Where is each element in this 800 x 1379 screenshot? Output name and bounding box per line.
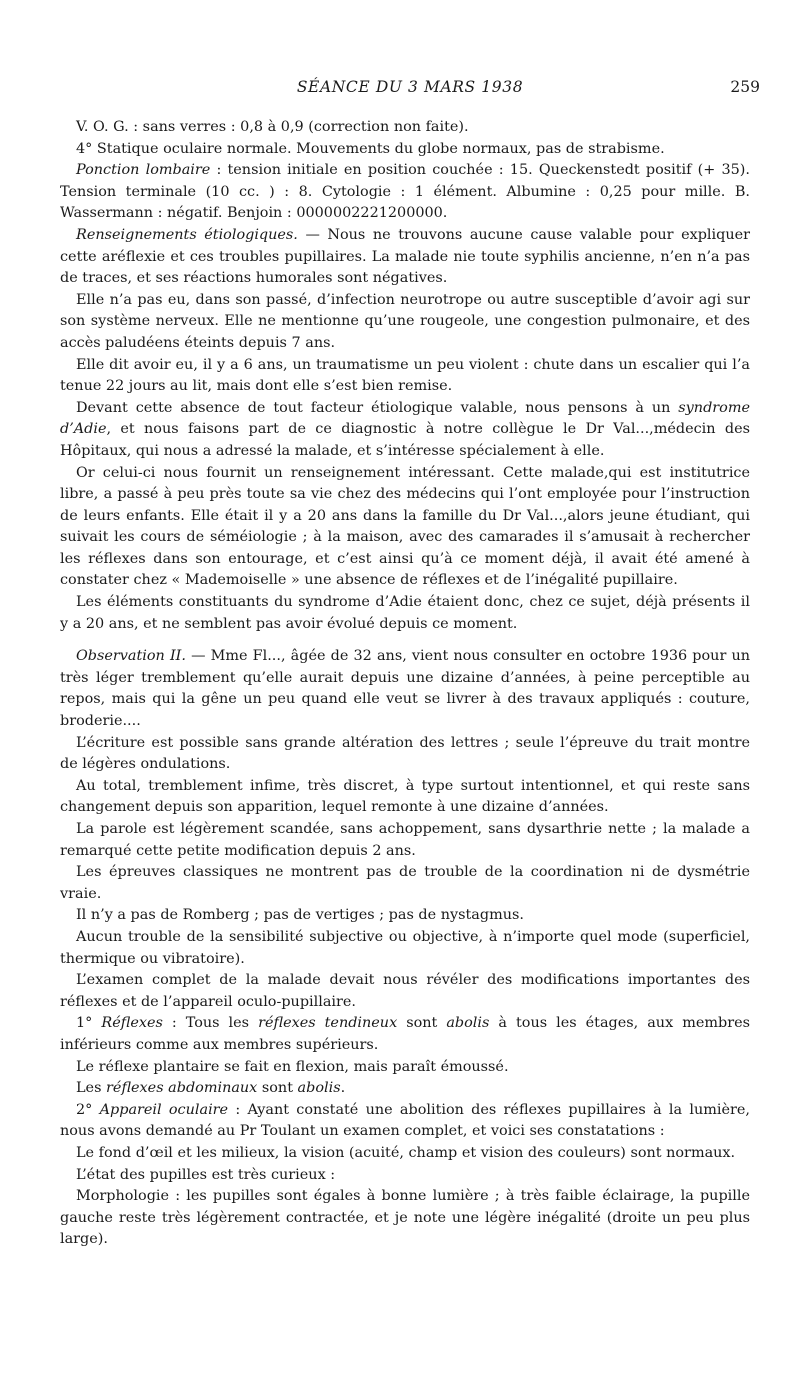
paragraph: Aucun trouble de la sensibilité subjective ou objective, à n’importe quel mode (superficiel, thermique ou vibratoire).	[60, 928, 750, 967]
paragraph: Devant cette absence de tout facteur étiologique valable, nous pensons à un syndrome d’Adie, et nous faisons part de ce diagnostic à notre collègue le Dr Val...,médecin des Hôpitaux, qui nous a adressé la malade, et s’intéresse spécialement à elle.	[60, 399, 750, 459]
paragraph: La parole est légèrement scandée, sans achoppement, sans dysarthrie nette ; la malade a remarqué cette petite modification depuis 2 ans.	[60, 821, 750, 859]
paragraph: Au total, tremblement infime, très discret, à type surtout intentionnel, et qui reste sans changement depuis son apparition, lequel remonte à une dizaine d’années.	[60, 777, 750, 816]
paragraph: 2° Appareil oculaire : Ayant constaté une abolition des réflexes pupillaires à la lumière, nous avons demandé au Pr Toulant un examen complet, et voici ses constatations :	[60, 1101, 750, 1140]
body-text	[60, 117, 750, 1251]
running-header	[60, 78, 760, 102]
paragraph: 1° Réflexes : Tous les réflexes tendineux sont abolis à tous les étages, aux membres inférieurs comme aux membres supérieurs.	[60, 1015, 751, 1053]
page-number: 259	[730, 78, 760, 96]
paragraph: Il n’y a pas de Romberg ; pas de vertiges ; pas de nystagmus.	[76, 907, 524, 924]
paragraph: V. O. G. : sans verres : 0,8 à 0,9 (correction non faite).	[76, 119, 469, 135]
paragraph: Les épreuves classiques ne montrent pas de trouble de la coordination ni de dysmétrie vraie.	[60, 864, 750, 902]
paragraph: L’écriture est possible sans grande altération des lettres ; seule l’épreuve du trait montre de légères ondulations.	[60, 734, 750, 773]
paragraph: L’état des pupilles est très curieux :	[76, 1166, 336, 1183]
paragraph: Le fond d’œil et les milieux, la vision (acuité, champ et vision des couleurs) sont normaux.	[76, 1144, 736, 1161]
paragraph: L’examen complet de la malade devait nous révéler des modifications importantes des réflexes et de l’appareil oculo-pupillaire.	[60, 972, 750, 1010]
paragraph: Or celui-ci nous fournit un renseignement intéressant. Cette malade,qui est institutrice libre, a passé à peu près toute sa vie chez des médecins qui l’ont employée pour l’instruction de leurs enfants. Elle était il y a 20 ans dans la famille du Dr Val...,alors jeune étudiant, qui suivait les cours de séméiologie ; à la maison, avec des camarades il s’amusait à rechercher les réflexes dans son entourage, et c’est ainsi qu’à ce moment déjà, il avait été amené à constater chez « Mademoiselle » une absence de réflexes et de l’inégalité pupillaire.	[60, 464, 750, 589]
paragraph: Ponction lombaire : tension initiale en position couchée : 15. Queckenstedt positif (+ 35). Tension terminale (10 cc. ) : 8. Cytologie : 1 élément. Albumine : 0,25 pour mille. B. Wassermann : négatif. Benjoin : 0000002221200000.	[60, 162, 750, 222]
paragraph: Renseignements étiologiques. — Nous ne trouvons aucune cause valable pour expliquer cette aréflexie et ces troubles pupillaires. La malade nie toute syphilis ancienne, n’en n’a pas de traces, et ses réactions humorales sont négatives.	[60, 226, 750, 287]
paragraph: 4° Statique oculaire normale. Mouvements du globe normaux, pas de strabisme.	[76, 140, 665, 157]
paragraph: Morphologie : les pupilles sont égales à bonne lumière ; à très faible éclairage, la pupille gauche reste très légèrement contractée, et je note une légère inégalité (droite un peu plus large).	[60, 1188, 750, 1248]
paragraph: Les réflexes abdominaux sont abolis.	[76, 1080, 346, 1097]
running-title: SÉANCE DU 3 MARS 1938	[296, 78, 524, 96]
paragraph: Les éléments constituants du syndrome d’Adie étaient donc, chez ce sujet, déjà présents il y a 20 ans, et ne semblent pas avoir évolué depuis ce moment.	[60, 594, 750, 632]
paragraph: Elle n’a pas eu, dans son passé, d’infection neurotrope ou autre susceptible d’avoir agi sur son système nerveux. Elle ne mentionne qu’une rougeole, une congestion pulmonaire, et des accès paludéens éteints depuis 7 ans.	[60, 291, 750, 351]
paragraph: Le réflexe plantaire se fait en flexion, mais paraît émoussé.	[76, 1058, 509, 1075]
observation-heading-paragraph: Observation II. — Mme Fl..., âgée de 32 ans, vient nous consulter en octobre 1936 pour un très léger tremblement qu’elle aurait depuis une dizaine d’années, à peine perceptible au repos, mais qui la gêne un peu quand elle veut se livrer à des travaux appliqués : couture, broderie....	[60, 648, 751, 730]
paragraph: Elle dit avoir eu, il y a 6 ans, un traumatisme un peu violent : chute dans un escalier qui l’a tenue 22 jours au lit, mais dont elle s’est bien remise.	[60, 356, 750, 395]
